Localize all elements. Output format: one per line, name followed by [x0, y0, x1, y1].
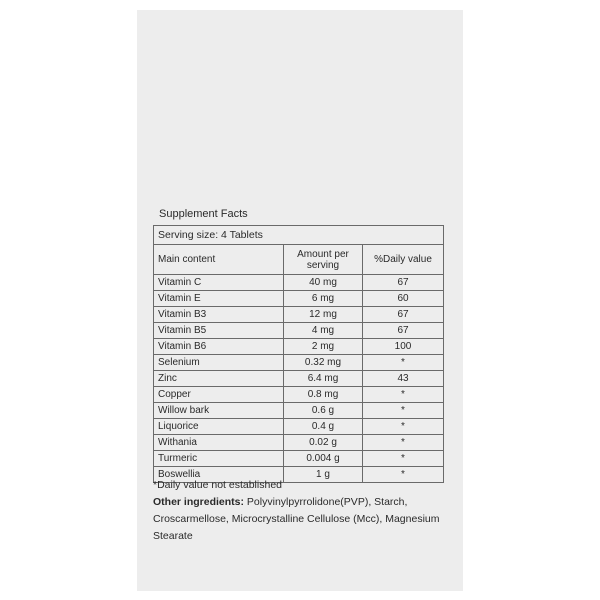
- table-row: [154, 435, 444, 451]
- nutrient-name: Vitamin B3: [154, 307, 284, 323]
- other-ingredients: [153, 494, 453, 545]
- footnote: *Daily value not established: [153, 479, 282, 491]
- nutrient-name: Vitamin C: [154, 275, 284, 291]
- nutrient-amount: 40 mg: [284, 275, 363, 291]
- header-main-content: Main content: [154, 245, 284, 275]
- table-row: [154, 371, 444, 387]
- nutrient-name: Zinc: [154, 371, 284, 387]
- nutrient-name: Copper: [154, 387, 284, 403]
- table-row: [154, 323, 444, 339]
- nutrient-name: Vitamin E: [154, 291, 284, 307]
- table-row: [154, 387, 444, 403]
- table-row: [154, 403, 444, 419]
- nutrient-amount: 6.4 mg: [284, 371, 363, 387]
- supplement-facts-table: [153, 225, 444, 483]
- nutrient-amount: 0.004 g: [284, 451, 363, 467]
- nutrient-amount: 0.02 g: [284, 435, 363, 451]
- header-amount: Amount per serving: [284, 245, 363, 275]
- serving-size-row: [154, 226, 444, 245]
- table-row: [154, 307, 444, 323]
- table-row: [154, 291, 444, 307]
- nutrient-amount: 0.4 g: [284, 419, 363, 435]
- table-row: [154, 275, 444, 291]
- table-row: [154, 419, 444, 435]
- nutrient-name: Turmeric: [154, 451, 284, 467]
- nutrient-amount: 0.32 mg: [284, 355, 363, 371]
- table-row: [154, 451, 444, 467]
- nutrient-amount: 0.6 g: [284, 403, 363, 419]
- supplement-facts-title: Supplement Facts: [159, 208, 248, 220]
- nutrient-name: Liquorice: [154, 419, 284, 435]
- nutrient-name: Willow bark: [154, 403, 284, 419]
- other-ingredients-label: Other ingredients:: [153, 496, 245, 508]
- serving-size: Serving size: 4 Tablets: [154, 226, 444, 245]
- nutrient-daily-value: 43: [363, 371, 444, 387]
- nutrient-name: Selenium: [154, 355, 284, 371]
- nutrient-daily-value: *: [363, 467, 444, 483]
- nutrient-name: Vitamin B6: [154, 339, 284, 355]
- label-notes: [153, 477, 453, 545]
- nutrient-daily-value: 67: [363, 275, 444, 291]
- nutrient-daily-value: *: [363, 435, 444, 451]
- table-row: [154, 339, 444, 355]
- nutrient-amount: 0.8 mg: [284, 387, 363, 403]
- nutrient-daily-value: *: [363, 451, 444, 467]
- nutrient-daily-value: 67: [363, 323, 444, 339]
- nutrient-amount: 2 mg: [284, 339, 363, 355]
- nutrient-name: Withania: [154, 435, 284, 451]
- nutrient-daily-value: 100: [363, 339, 444, 355]
- nutrient-amount: 1 g: [284, 467, 363, 483]
- table-header-row: [154, 245, 444, 275]
- table-row: [154, 355, 444, 371]
- nutrient-daily-value: *: [363, 419, 444, 435]
- nutrient-daily-value: *: [363, 387, 444, 403]
- nutrient-daily-value: 60: [363, 291, 444, 307]
- nutrient-daily-value: *: [363, 355, 444, 371]
- header-daily-value: %Daily value: [363, 245, 444, 275]
- nutrient-amount: 4 mg: [284, 323, 363, 339]
- nutrient-name: Vitamin B5: [154, 323, 284, 339]
- nutrient-amount: 12 mg: [284, 307, 363, 323]
- nutrient-amount: 6 mg: [284, 291, 363, 307]
- nutrient-daily-value: *: [363, 403, 444, 419]
- other-ingredients-text: Polyvinylpyrrolidone(PVP), Starch, Croscarmellose, Microcrystalline Cellulose (Mcc), Magnesium Stearate: [153, 496, 440, 542]
- nutrient-daily-value: 67: [363, 307, 444, 323]
- nutrient-name: Boswellia: [154, 467, 284, 483]
